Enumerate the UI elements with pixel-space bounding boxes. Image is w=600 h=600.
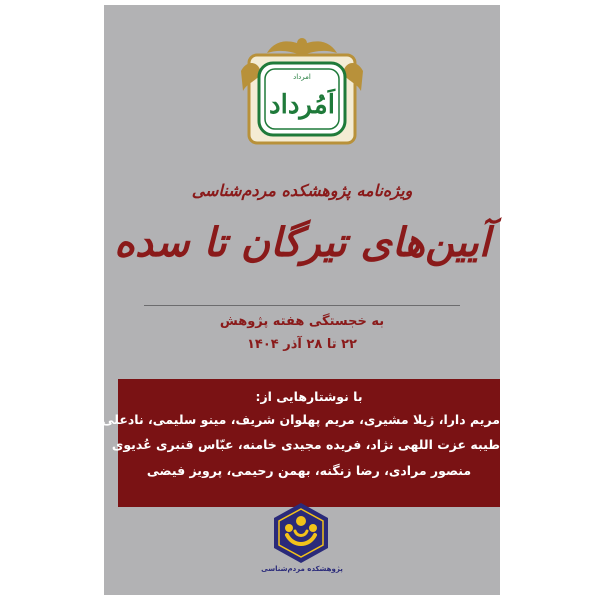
author-line: طیبه عزت اللهی نژاد، فریده مجیدی خامنه، عبّاس قنبری عُدیوی bbox=[111, 437, 500, 452]
emblem-name: اَمُرداد bbox=[269, 90, 335, 120]
authors-box bbox=[70, 379, 500, 507]
dates-text: ۲۲ تا ۲۸ آذر ۱۴۰۴ bbox=[247, 337, 357, 352]
author-line: مریم دارا، ژیلا مشیری، مریم پهلوان شریف، مینو سلیمی، نادعلی فلاح bbox=[70, 412, 500, 427]
occasion-text: به خجستگی هفته پژوهش bbox=[219, 314, 385, 329]
poster-cover bbox=[70, 5, 500, 595]
authors-heading: با نوشتارهایی از: bbox=[255, 389, 363, 404]
amordad-emblem-icon bbox=[237, 31, 367, 147]
subtitle: ویژه‌نامه پژوهشکده مردم‌شناسی bbox=[191, 181, 413, 200]
institute-name: پژوهشکده مردم‌شناسی bbox=[261, 565, 343, 573]
emblem-small-text: امرداد bbox=[293, 73, 311, 81]
page-title: آیین‌های تیرگان تا سده bbox=[114, 219, 490, 266]
institute-logo-icon bbox=[269, 501, 333, 565]
divider bbox=[144, 305, 460, 306]
author-line: منصور مرادی، رضا زنگنه، بهمن رحیمی، پرویز فیضی bbox=[146, 463, 472, 478]
